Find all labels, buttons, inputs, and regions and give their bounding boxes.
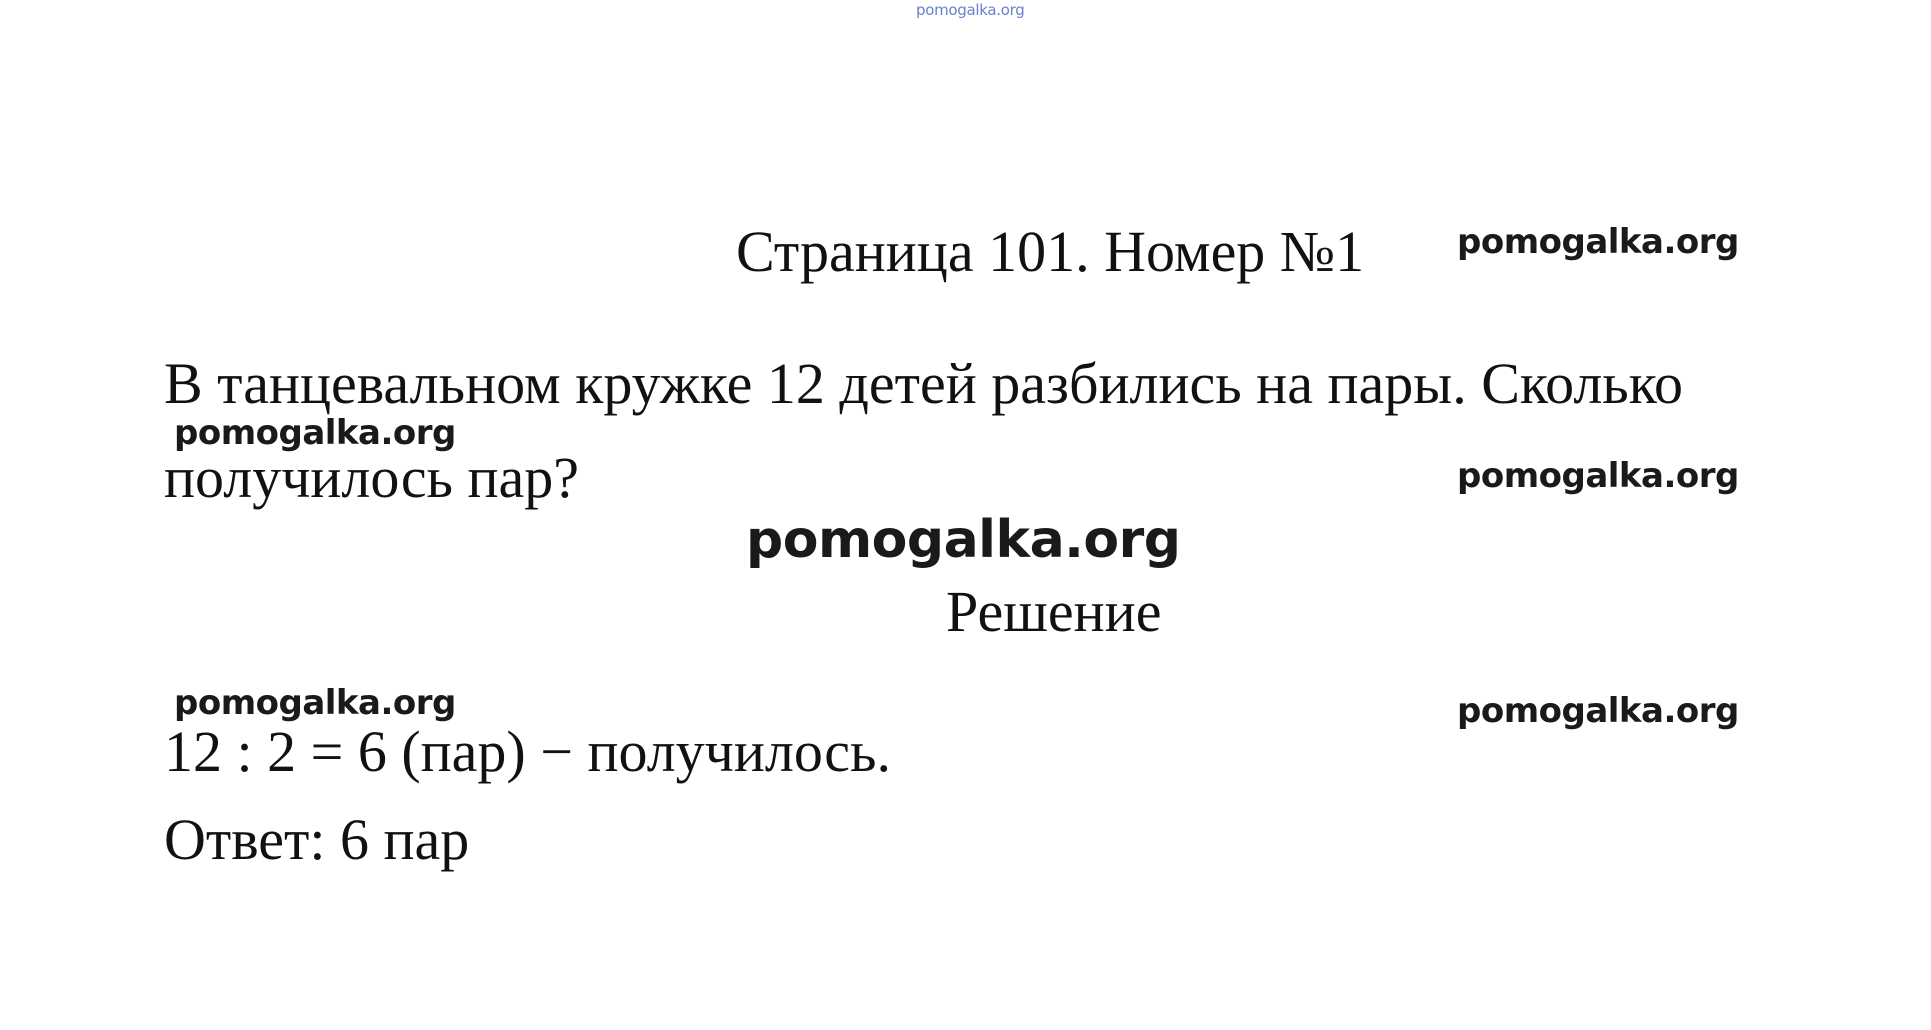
question-line-1: В танцевальном кружке 12 детей разбились на пары. Сколько — [164, 351, 1683, 416]
top-watermark-link[interactable]: pomogalka.org — [916, 1, 1025, 19]
watermark: pomogalka.org — [1457, 456, 1739, 496]
watermark-large: pomogalka.org — [746, 510, 1181, 570]
watermark: pomogalka.org — [1457, 691, 1739, 731]
watermark: pomogalka.org — [174, 683, 456, 723]
question-line-2: получилось пар? — [164, 445, 580, 510]
watermark: pomogalka.org — [174, 413, 456, 453]
watermark: pomogalka.org — [1457, 222, 1739, 262]
answer-text: Ответ: 6 пар — [164, 807, 470, 872]
page-title: Страница 101. Номер №1 — [736, 219, 1365, 284]
solution-equation: 12 : 2 = 6 (пар) − получилось. — [164, 719, 891, 784]
solution-heading: Решение — [946, 579, 1162, 644]
